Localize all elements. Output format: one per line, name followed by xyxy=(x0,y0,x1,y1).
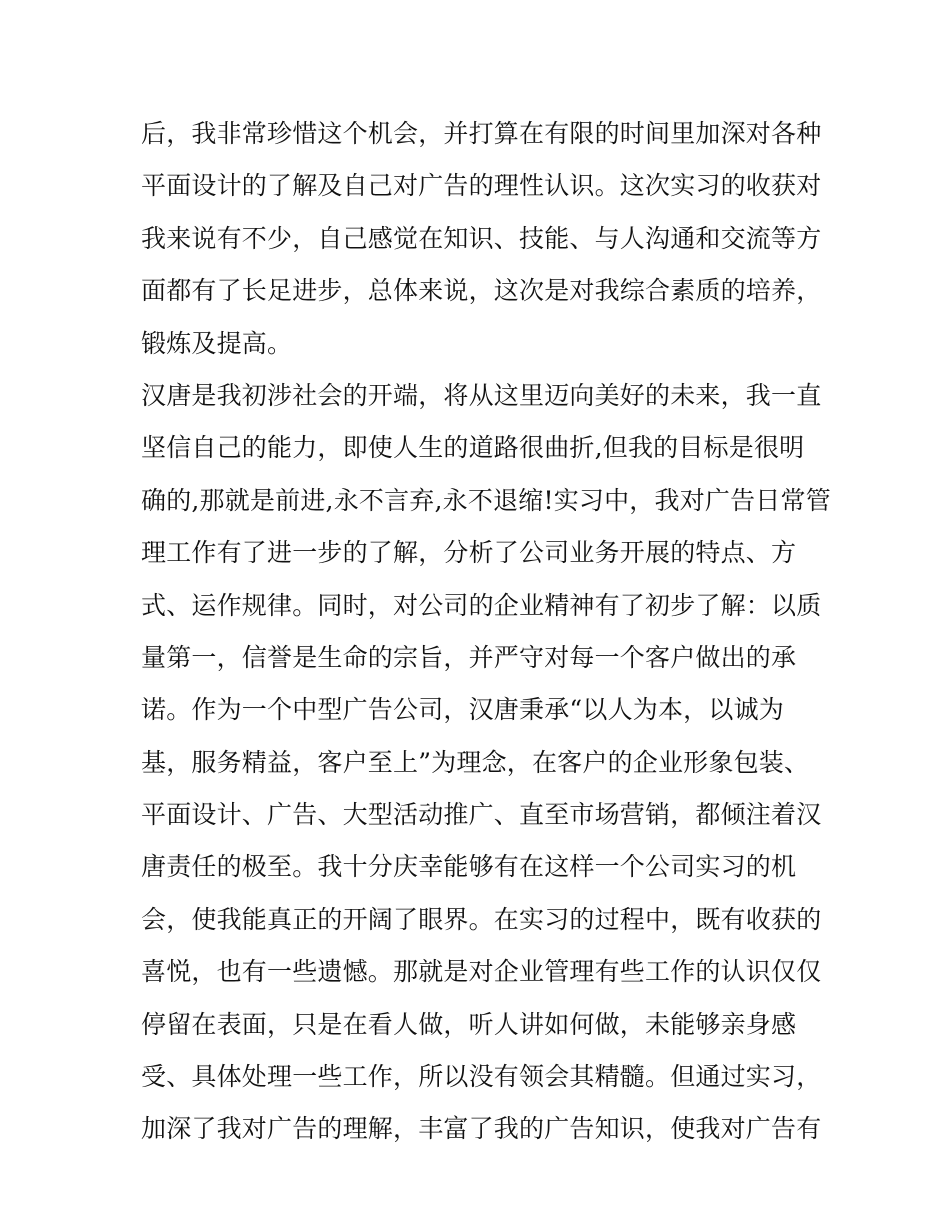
text-line: 确的,那就是前进,永不言弃,永不退缩!实习中，我对广告日常管 xyxy=(141,485,831,515)
text-line: 唐责任的极至。我十分庆幸能够有在这样一个公司实习的机 xyxy=(141,852,797,882)
text-line: 后，我非常珍惜这个机会，并打算在有限的时间里加深对各种 xyxy=(141,119,822,148)
paragraph-1 xyxy=(141,108,821,370)
text-line: 基，服务精益，客户至上”为理念，在客户的企业形象包装、 xyxy=(141,747,810,777)
text-line: 平面设计的了解及自己对广告的理性认识。这次实习的收获对 xyxy=(141,171,822,201)
text-line: 受、具体处理一些工作，所以没有领会其精髓。但通过实习， xyxy=(141,1062,822,1092)
text-line: 加深了我对广告的理解，丰富了我的广告知识，使我对广告有 xyxy=(141,1114,822,1144)
text-line: 量第一，信誉是生命的宗旨，并严守对每一个客户做出的承 xyxy=(141,642,797,672)
text-line: 汉唐是我初涉社会的开端，将从这里迈向美好的未来，我一直 xyxy=(141,380,822,410)
text-line: 平面设计、广告、大型活动推广、直至市场营销，都倾注着汉 xyxy=(141,800,822,830)
text-line: 诺。作为一个中型广告公司，汉唐秉承“以人为本，以诚为 xyxy=(141,695,784,725)
body-text xyxy=(141,108,831,1156)
text-line: 停留在表面，只是在看人做，听人讲如何做，未能够亲身感 xyxy=(141,1009,797,1039)
text-line: 我来说有不少，自己感觉在知识、技能、与人沟通和交流等方 xyxy=(141,223,822,253)
text-line: 锻炼及提高。 xyxy=(141,328,293,358)
text-line: 坚信自己的能力，即使人生的道路很曲折,但我的目标是很明 xyxy=(141,433,805,463)
text-line: 喜悦，也有一些遗憾。那就是对企业管理有些工作的认识仅仅 xyxy=(141,957,822,987)
text-line: 理工作有了进一步的了解，分析了公司业务开展的特点、方 xyxy=(141,538,797,568)
text-line: 式、运作规律。同时，对公司的企业精神有了初步了解：以质 xyxy=(141,590,822,620)
text-line: 会，使我能真正的开阔了眼界。在实习的过程中，既有收获的 xyxy=(141,904,822,934)
text-line: 面都有了长足进步，总体来说，这次是对我综合素质的培养， xyxy=(141,276,822,306)
paragraph-2 xyxy=(141,370,831,1156)
